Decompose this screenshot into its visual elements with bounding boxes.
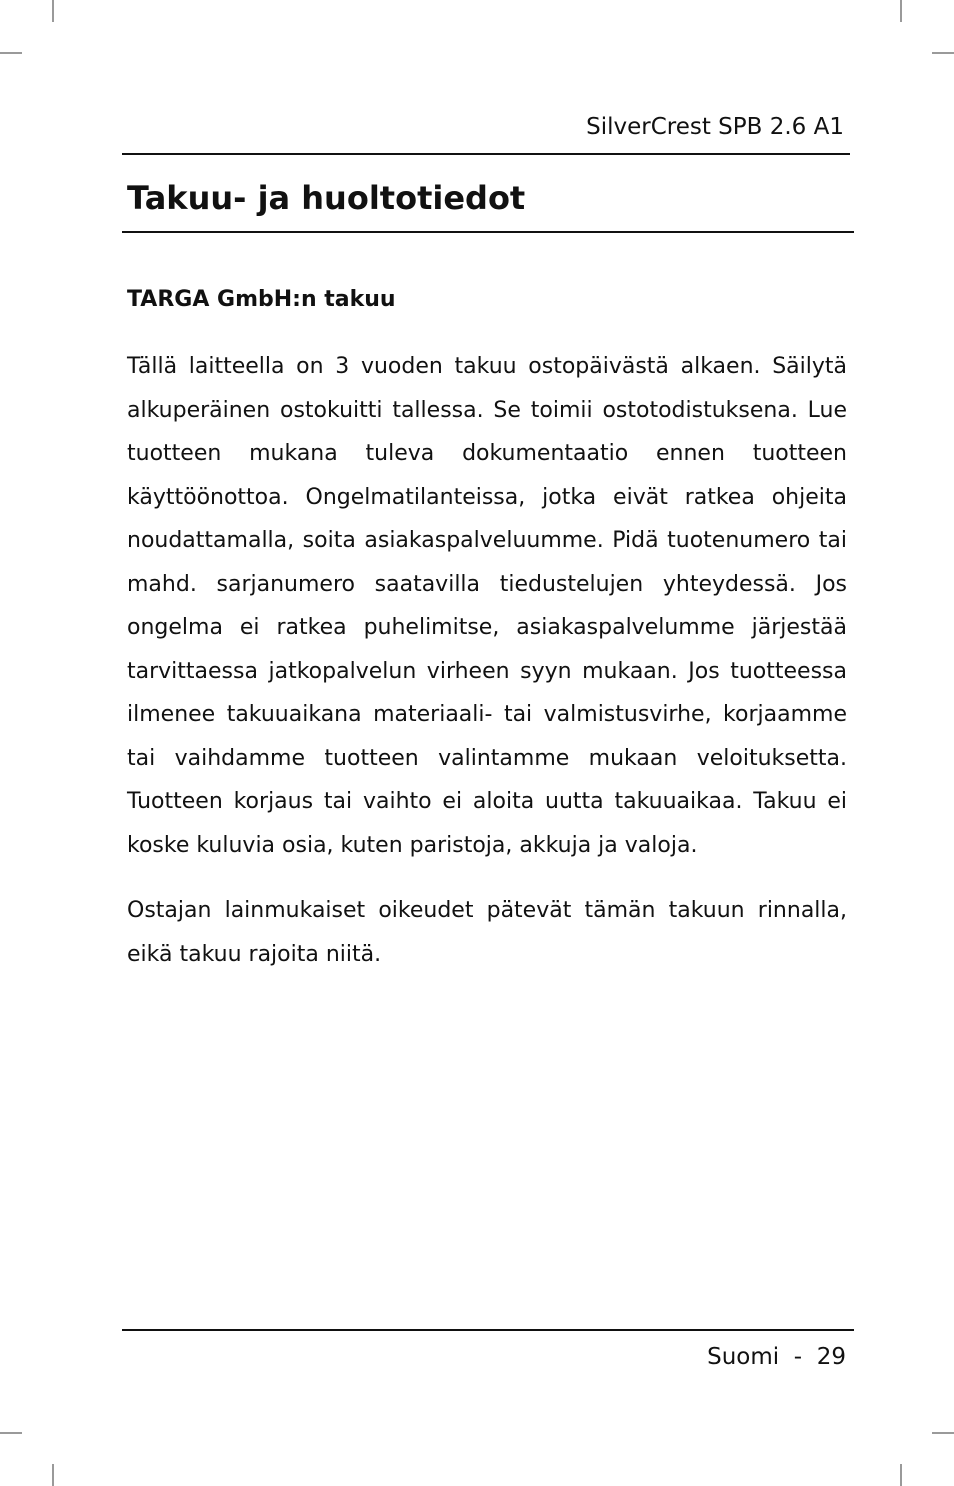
header-rule [122,153,850,155]
footer-separator: - [793,1344,803,1370]
footer-spacer [802,1344,817,1370]
crop-mark-top-right [932,52,954,54]
crop-mark-bottom-left [52,1464,54,1486]
footer-spacer [779,1344,794,1370]
page-number: 29 [816,1344,846,1370]
header-product-name: SilverCrest SPB 2.6 A1 [586,114,844,140]
crop-mark-top-right [900,0,902,22]
warranty-paragraph: Tällä laitteella on 3 vuoden takuu ostopäivästä alkaen. Säilytä alkuperäinen ostokuitti tallessa. Se toimii ostotodistuksena. Lue tuotteen mukana tuleva dokumentaatio ennen tuotteen käyttöönottoa. Ongelmatilanteissa, jotka eivät ratkea ohjeita noudattamalla, soita asiakaspalveluumme. Pidä tuotenumero tai mahd. sarjanumero saatavilla tiedustelujen yhteydessä. Jos ongelma ei ratkea puhelimitse, asiakaspalvelumme järjestää tarvittaessa jatkopalvelun virheen syyn mukaan. Jos tuotteessa ilmenee takuuaikana materiaali- tai valmistusvirhe, korjaamme tai vaihdamme tuotteen valintamme mukaan veloituksetta. Tuotteen korjaus tai vaihto ei aloita uutta takuuaikaa. Takuu ei koske kuluvia osia, kuten paristoja, akkuja ja valoja. [127,354,847,858]
section-heading: TARGA GmbH:n takuu [127,287,396,312]
footer-rule [122,1329,854,1331]
crop-mark-bottom-left [0,1432,22,1434]
footer-language: Suomi [707,1344,780,1370]
page-footer [707,1342,846,1372]
crop-mark-top-left [0,52,22,54]
crop-mark-top-left [52,0,54,22]
title-rule [122,231,854,233]
page-title: Takuu- ja huoltotiedot [127,179,526,217]
consumer-rights-paragraph: Ostajan lainmukaiset oikeudet pätevät tämän takuun rinnalla, eikä takuu rajoita niitä. [127,898,847,967]
crop-mark-bottom-right [900,1464,902,1486]
crop-mark-bottom-right [932,1432,954,1434]
